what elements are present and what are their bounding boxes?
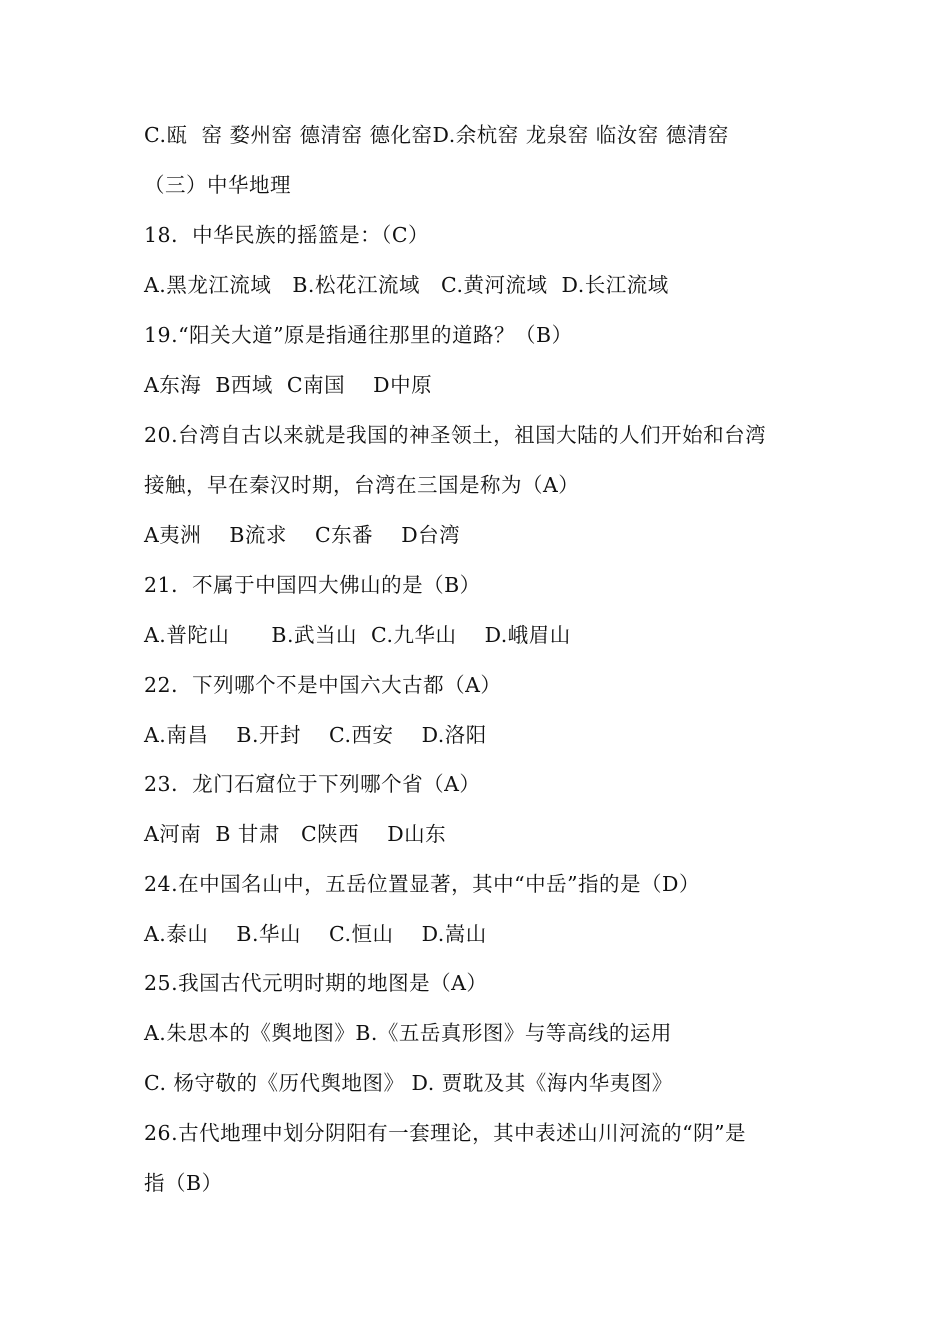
kiln-options-line: C.瓯 窑 婺州窑 德清窑 德化窑D.余杭窑 龙泉窑 临汝窑 德清窑 <box>144 123 729 147</box>
question-21: 21．不属于中国四大佛山的是（B） <box>144 573 481 597</box>
options-18: A.黑龙江流域 B.松花江流域 C.黄河流域 D.长江流域 <box>144 273 669 297</box>
question-25: 25.我国古代元明时期的地图是（A） <box>144 971 488 995</box>
question-19: 19.“阳关大道”原是指通往那里的道路？（B） <box>144 323 573 347</box>
question-24: 24.在中国名山中，五岳位置显著，其中“中岳”指的是（D） <box>144 872 700 896</box>
options-22: A.南昌 B.开封 C.西安 D.洛阳 <box>144 723 487 747</box>
options-25-line-1: A.朱思本的《舆地图》B.《五岳真形图》与等高线的运用 <box>144 1021 672 1045</box>
options-24: A.泰山 B.华山 C.恒山 D.嵩山 <box>144 922 487 946</box>
options-25-line-2: C. 杨守敬的《历代舆地图》 D. 贾耽及其《海内华夷图》 <box>144 1071 673 1095</box>
options-19: A东海 B西域 C南国 D中原 <box>144 373 433 397</box>
question-20-line-1: 20.台湾自古以来就是我国的神圣领土，祖国大陆的人们开始和台湾 <box>144 423 767 447</box>
question-23: 23．龙门石窟位于下列哪个省（A） <box>144 772 481 796</box>
options-23: A河南 B 甘肃 C陕西 D山东 <box>144 822 447 846</box>
question-18: 18．中华民族的摇篮是：（C） <box>144 223 430 247</box>
options-20: A夷洲 B流求 C东番 D台湾 <box>144 523 461 547</box>
question-20-line-2: 接触，早在秦汉时期，台湾在三国是称为（A） <box>144 473 580 497</box>
question-22: 22．下列哪个不是中国六大古都（A） <box>144 673 502 697</box>
section-heading: （三）中华地理 <box>144 173 291 197</box>
question-26-line-1: 26.古代地理中划分阴阳有一套理论，其中表述山川河流的“阴”是 <box>144 1121 747 1145</box>
question-26-line-2: 指（B） <box>144 1171 223 1195</box>
options-21: A.普陀山 B.武当山 C.九华山 D.峨眉山 <box>144 623 571 647</box>
